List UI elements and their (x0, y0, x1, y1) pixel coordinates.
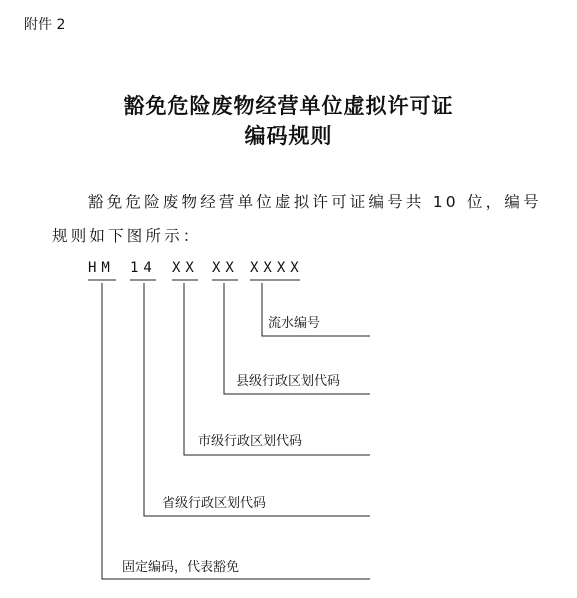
paragraph-line-2: 规则如下图所示： (52, 227, 202, 245)
label-province-code: 省级行政区划代码 (162, 496, 267, 511)
label-serial: 流水编号 (268, 316, 321, 331)
code-segment-serial: XXXX (250, 260, 304, 276)
label-county-code: 县级行政区划代码 (236, 374, 341, 389)
document-title: 豁免危险废物经营单位虚拟许可证 (123, 93, 454, 118)
label-fixed-code: 固定编码，代表豁免 (122, 560, 240, 575)
code-segment-fixed: HM (88, 260, 115, 276)
code-segment-county: XX (212, 260, 239, 276)
code-segment-province: 14 (130, 260, 157, 276)
label-city-code: 市级行政区划代码 (198, 434, 303, 449)
paragraph-line-1: 豁免危险废物经营单位虚拟许可证编号共 10 位，编号 (88, 193, 542, 211)
document-subtitle: 编码规则 (244, 123, 333, 148)
code-segment-city: XX (172, 260, 199, 276)
connector-province (144, 283, 370, 516)
attachment-label: 附件 2 (24, 17, 66, 33)
